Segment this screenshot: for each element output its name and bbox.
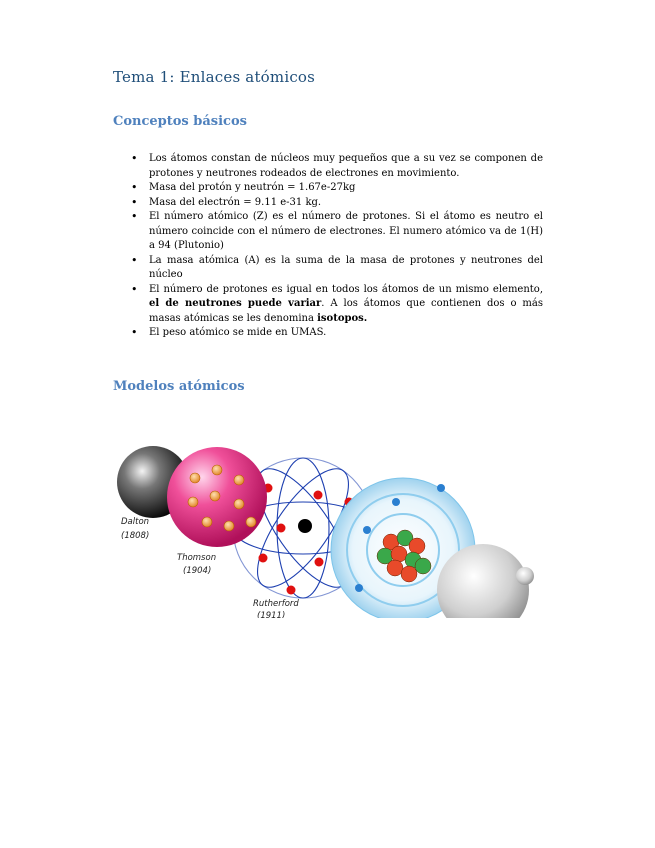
bold-text: isotopos. [317, 312, 368, 324]
list-item [113, 152, 543, 181]
label-rutherford-year: (1911) [257, 611, 286, 618]
list-item [113, 326, 543, 341]
list-item-text: La masa atómica (A) es la suma de la masa de protones y neutrones del núcleo [149, 254, 543, 280]
label-thomson-year: (1904) [183, 566, 212, 576]
label-dalton-year: (1808) [121, 531, 150, 541]
section-heading-conceptos: Conceptos básicos [113, 114, 247, 129]
page-title: Tema 1: Enlaces atómicos [113, 68, 316, 86]
section-heading-modelos: Modelos atómicos [113, 379, 245, 394]
list-item-text: . A los átomos que contienen dos o más masas atómicas se les denomina [149, 298, 543, 324]
rutherford-nucleus [298, 519, 312, 533]
atomic-models-illustration [113, 440, 543, 618]
label-rutherford: Rutherford [253, 599, 299, 609]
list-item-text: Los átomos constan de núcleos muy pequeños que a su vez se componen de protones y neutrones rodeados de electrones en movimiento. [149, 153, 543, 179]
list-item [113, 181, 543, 196]
list-item [113, 283, 543, 327]
list-item-text: El número atómico (Z) es el número de protones. Si el átomo es neutro el número coincide con el número de electrones. El numero atómico va de 1(H) a 94 (Plutonio) [149, 211, 543, 251]
list-item [113, 254, 543, 283]
list-item-text: El peso atómico se mide en UMAS. [149, 327, 327, 338]
small-sphere [516, 567, 534, 585]
label-thomson: Thomson [177, 553, 217, 563]
list-item-text: Masa del protón y neutrón = 1.67e-27kg [149, 182, 356, 193]
list-item [113, 196, 543, 211]
list-item [113, 210, 543, 254]
bullet-list [113, 152, 543, 341]
list-item-text: Masa del electrón = 9.11 e-31 kg. [149, 196, 322, 208]
label-dalton: Dalton [121, 517, 150, 527]
bold-text: el de neutrones puede variar [149, 298, 322, 309]
list-item-text: El número de protones es igual en todos los átomos de un mismo elemento, [149, 283, 543, 295]
